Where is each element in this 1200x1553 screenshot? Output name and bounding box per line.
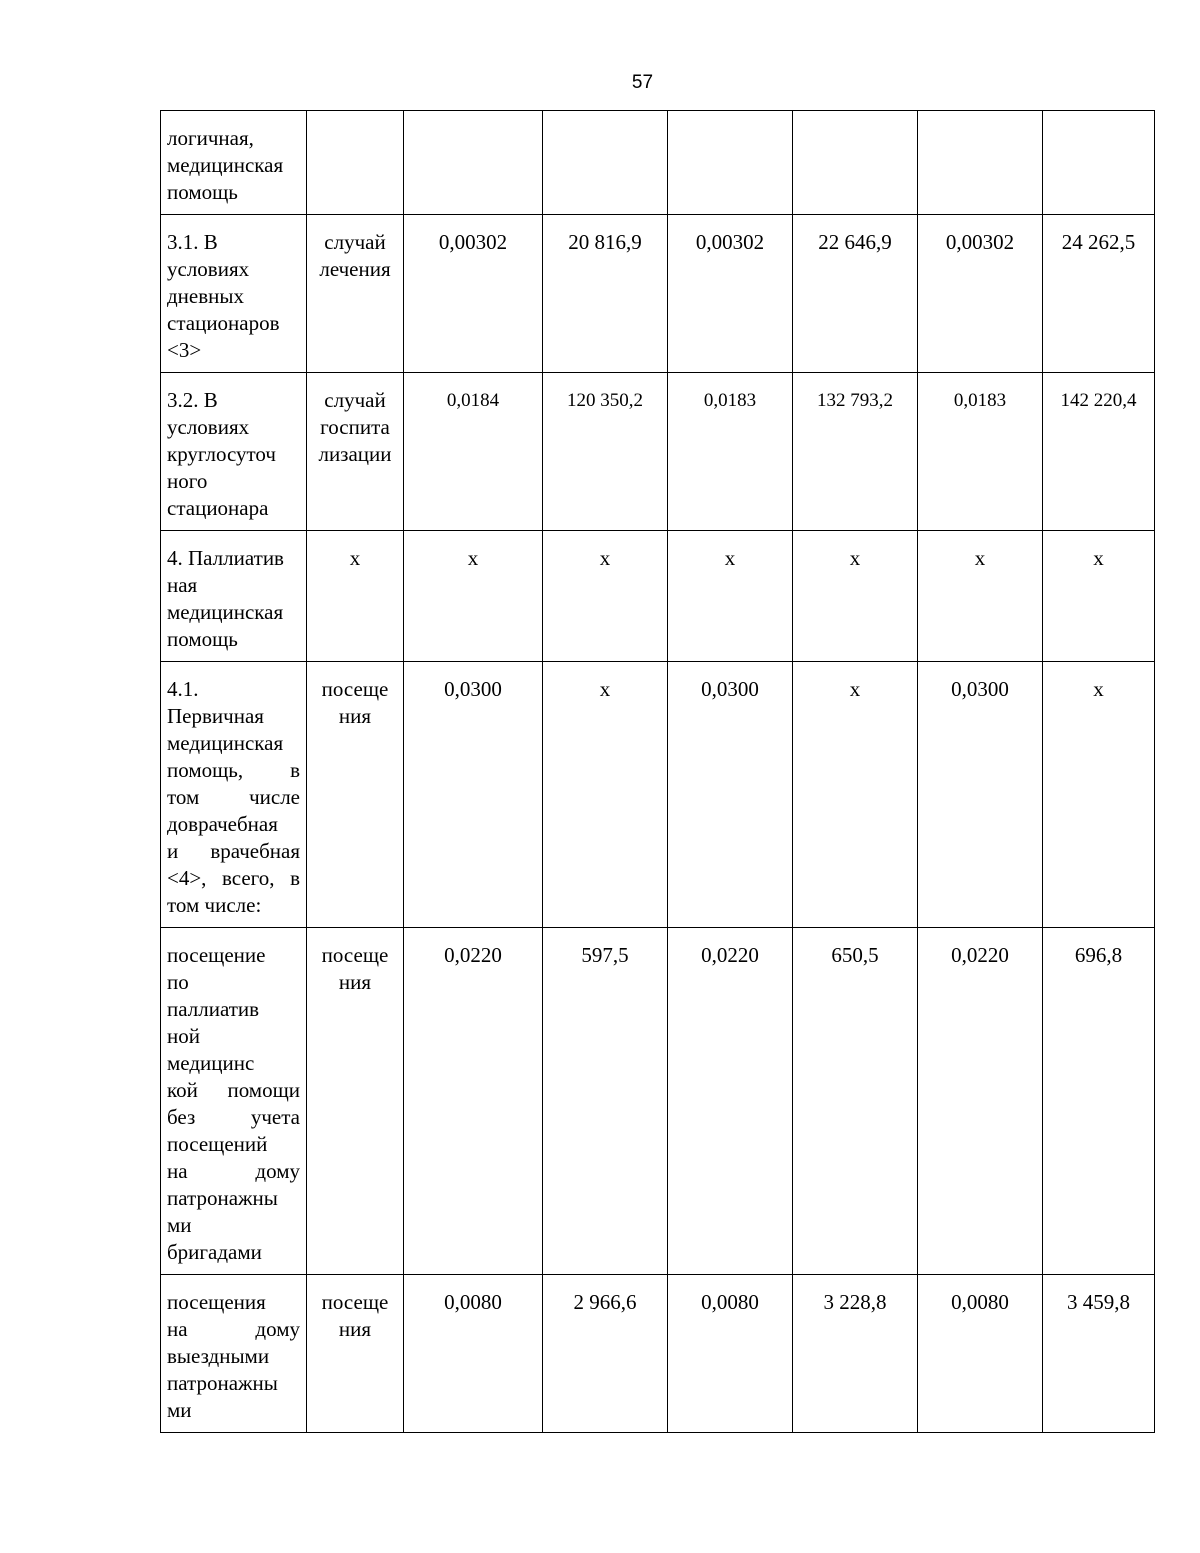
table-row	[161, 215, 1155, 373]
value-cell	[404, 111, 543, 215]
table-row	[161, 111, 1155, 215]
value-cell: х	[1043, 662, 1155, 928]
row-name-cell: 3.2. В условиях круглосуточ ного стационара	[161, 373, 307, 531]
table-row	[161, 531, 1155, 662]
page-number: 57	[631, 72, 654, 93]
value-cell: 142 220,4	[1043, 373, 1155, 531]
value-cell: 696,8	[1043, 928, 1155, 1275]
value-cell: 20 816,9	[543, 215, 668, 373]
value-cell: 132 793,2	[793, 373, 918, 531]
value-cell: 0,0300	[918, 662, 1043, 928]
value-cell	[668, 111, 793, 215]
value-cell: 0,0300	[404, 662, 543, 928]
unit-cell: случай госпита лизации	[307, 373, 404, 531]
row-name-cell: 4. Паллиатив ная медицинская помощь	[161, 531, 307, 662]
unit-cell: х	[307, 531, 404, 662]
row-name-cell: логичная, медицинская помощь	[161, 111, 307, 215]
value-cell: 0,00302	[918, 215, 1043, 373]
value-cell: 0,0220	[404, 928, 543, 1275]
unit-cell: случай лечения	[307, 215, 404, 373]
row-name-cell: посещение по паллиатив ной медицинс кой помощи без учета посещений на дому патронажны ми бригадами	[161, 928, 307, 1275]
value-cell: 650,5	[793, 928, 918, 1275]
value-cell	[543, 111, 668, 215]
table-row	[161, 928, 1155, 1275]
value-cell	[1043, 111, 1155, 215]
value-cell: 0,0080	[404, 1275, 543, 1433]
unit-cell: посеще ния	[307, 1275, 404, 1433]
data-table	[160, 110, 1155, 1433]
row-name-cell: 3.1. В условиях дневных стационаров <3>	[161, 215, 307, 373]
table-row	[161, 662, 1155, 928]
value-cell: 0,0220	[668, 928, 793, 1275]
row-name-cell: посещения на дому выездными патронажны ми	[161, 1275, 307, 1433]
value-cell: 0,0183	[918, 373, 1043, 531]
table-row	[161, 373, 1155, 531]
unit-cell: посеще ния	[307, 662, 404, 928]
value-cell: 120 350,2	[543, 373, 668, 531]
value-cell: х	[543, 662, 668, 928]
value-cell: х	[543, 531, 668, 662]
unit-cell: посеще ния	[307, 928, 404, 1275]
value-cell: 0,0080	[668, 1275, 793, 1433]
row-name-cell: 4.1. Первичная медицинская помощь, в том числе доврачебная и врачебная <4>, всего, в том числе:	[161, 662, 307, 928]
value-cell: 0,00302	[668, 215, 793, 373]
value-cell: 0,0300	[668, 662, 793, 928]
value-cell: 22 646,9	[793, 215, 918, 373]
value-cell: 0,0184	[404, 373, 543, 531]
value-cell	[918, 111, 1043, 215]
value-cell: х	[668, 531, 793, 662]
value-cell: х	[1043, 531, 1155, 662]
value-cell: 0,00302	[404, 215, 543, 373]
unit-cell	[307, 111, 404, 215]
value-cell: 0,0080	[918, 1275, 1043, 1433]
value-cell: х	[918, 531, 1043, 662]
value-cell: 2 966,6	[543, 1275, 668, 1433]
table-row	[161, 1275, 1155, 1433]
value-cell: х	[793, 531, 918, 662]
value-cell: 597,5	[543, 928, 668, 1275]
value-cell: х	[404, 531, 543, 662]
value-cell	[793, 111, 918, 215]
value-cell: 3 459,8	[1043, 1275, 1155, 1433]
value-cell: 24 262,5	[1043, 215, 1155, 373]
value-cell: 3 228,8	[793, 1275, 918, 1433]
value-cell: х	[793, 662, 918, 928]
value-cell: 0,0183	[668, 373, 793, 531]
value-cell: 0,0220	[918, 928, 1043, 1275]
